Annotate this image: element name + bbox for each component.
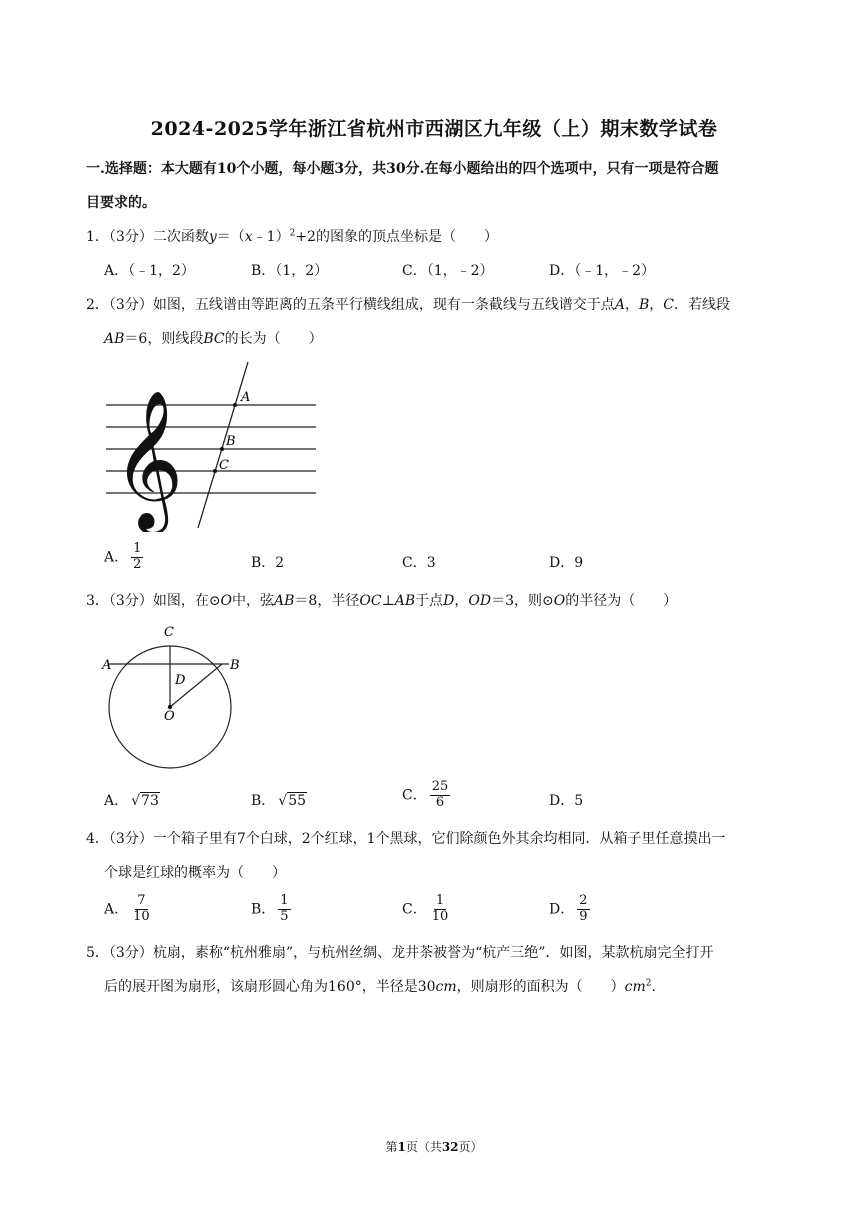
q2-figure-staff xyxy=(100,360,330,532)
q3-text-5: ＝3，则⊙ xyxy=(491,593,554,609)
fraction-numerator: 2 xyxy=(579,893,588,908)
q3-text-1: 3．（3分）如图，在⊙ xyxy=(86,593,221,609)
q3-option-c[interactable] xyxy=(402,780,450,811)
q4-option-b-prefix: B． xyxy=(251,901,276,918)
fraction-numerator: 1 xyxy=(133,541,142,556)
q1-option-a[interactable]: A．（﹣1，2） xyxy=(104,263,195,279)
fraction-denominator: 10 xyxy=(431,908,449,924)
q4-option-c-prefix: C． xyxy=(402,901,427,918)
transversal-line xyxy=(198,362,251,528)
q3-text-3: ＝8，半径 xyxy=(294,593,360,609)
q3-option-a[interactable] xyxy=(104,790,160,810)
q5-unit-cm2: cm xyxy=(624,979,646,995)
question-4-stem-line2: 个球是红球的概率为（ ） xyxy=(104,865,286,881)
question-2-stem-line1 xyxy=(86,294,730,314)
q2-segment-bc: BC xyxy=(203,331,225,347)
footer-mid: 页（共 xyxy=(405,1140,442,1154)
q4-option-b-fraction xyxy=(278,894,290,925)
question-5-stem-line1: 5．（3分）杭扇，素称“杭州雅扇”，与杭州丝绸、龙井茶被誉为“杭产三绝”．如图，某款杭扇完全打开 xyxy=(86,945,714,961)
q3-option-c-prefix: C． xyxy=(402,787,427,804)
q2-text-4: 的长为（ ） xyxy=(224,331,323,347)
radicand: 55 xyxy=(288,793,307,809)
label-b: B xyxy=(230,658,240,673)
radicand: 73 xyxy=(141,793,159,809)
label-c: C xyxy=(219,458,229,473)
fraction-denominator: 5 xyxy=(280,908,289,924)
q4-option-b[interactable] xyxy=(251,894,291,925)
label-o: O xyxy=(164,709,175,724)
q2-option-a-fraction xyxy=(131,542,143,573)
q3-option-c-fraction xyxy=(430,780,451,811)
q4-option-d-prefix: D． xyxy=(549,901,575,918)
q3-option-a-prefix: A． xyxy=(104,793,129,809)
fraction-denominator: 10 xyxy=(133,908,150,924)
fraction-numerator: 1 xyxy=(435,893,445,908)
fraction-numerator: 25 xyxy=(431,779,449,794)
q4-option-a-prefix: A． xyxy=(104,901,129,918)
q3-option-d[interactable]: D．5 xyxy=(549,793,584,809)
q2-option-d[interactable]: D．9 xyxy=(549,555,584,571)
q2-point-b: B xyxy=(638,297,650,313)
q2-point-c: C xyxy=(663,297,674,313)
sqrt-symbol: √55 xyxy=(278,793,307,809)
q5-text-1: 后的展开图为扇形，该扇形圆心角为160°，半径是30 xyxy=(104,979,436,995)
q3-segment-od: OD xyxy=(468,593,492,609)
point-c-dot xyxy=(213,469,217,473)
sqrt-symbol: √73 xyxy=(131,793,159,809)
page-title: 2024-2025学年浙江省杭州市西湖区九年级（上）期末数学试卷 xyxy=(150,118,718,140)
q1-option-d[interactable]: D．（﹣1，﹣2） xyxy=(549,263,656,279)
point-b-dot xyxy=(220,447,224,451)
fraction-numerator: 7 xyxy=(137,893,146,908)
q1-prefix: 1．（3分）二次函数 xyxy=(86,229,209,245)
question-2-stem-line2 xyxy=(104,328,323,348)
q4-option-a[interactable] xyxy=(104,894,152,925)
section-header-line1: 一.选择题：本大题有10个小题，每小题3分，共30分.在每小题给出的四个选项中，只有一项是符合题 xyxy=(86,161,719,177)
q2-option-a-prefix: A． xyxy=(104,549,129,566)
q4-option-c[interactable] xyxy=(402,894,450,925)
q1-option-b[interactable]: B．（1，2） xyxy=(251,263,329,279)
fraction-denominator: 2 xyxy=(133,556,142,572)
q3-text-2: 中，弦 xyxy=(232,593,275,609)
q2-comma-1: ， xyxy=(624,297,639,313)
q5-unit-exponent: 2 xyxy=(645,978,652,989)
q3-chord-ab: AB xyxy=(274,593,295,609)
q3-comma: ， xyxy=(454,593,469,609)
q2-text-1: 2．（3分）如图，五线谱由等距离的五条平行横线组成，现有一条截线与五线谱交于点 xyxy=(86,297,615,313)
q1-var-y: y xyxy=(208,229,217,245)
q3-text-4: 于点 xyxy=(415,593,444,609)
q3-option-b-prefix: B． xyxy=(251,793,276,809)
question-4-stem-line1: 4．（3分）一个箱子里有7个白球，2个红球，1个黑球，它们除颜色外其余均相同．从箱子里任意摸出一 xyxy=(86,831,726,847)
label-b: B xyxy=(226,434,236,449)
fraction-numerator: 1 xyxy=(280,893,289,908)
q1-var-x: x xyxy=(244,229,253,245)
q2-text-2: ．若线段 xyxy=(673,297,730,313)
q2-option-c[interactable]: C．3 xyxy=(402,555,436,571)
q4-option-c-fraction xyxy=(430,894,451,925)
q3-option-b[interactable] xyxy=(251,790,307,810)
q2-option-b[interactable]: B．2 xyxy=(251,555,285,571)
label-c: C xyxy=(164,625,174,640)
fraction-denominator: 9 xyxy=(579,908,588,924)
q3-radius-oc: OC xyxy=(359,593,382,609)
q2-point-a: A xyxy=(614,297,625,313)
label-d: D xyxy=(175,673,186,688)
label-a: A xyxy=(241,390,251,405)
q1-tail: ﹣1） xyxy=(252,229,290,245)
page-footer xyxy=(0,1138,868,1155)
fraction-denominator: 6 xyxy=(435,794,445,810)
q3-point-d: D xyxy=(443,593,455,609)
q3-perp-symbol: ⊥ xyxy=(381,593,395,609)
q4-option-a-fraction xyxy=(131,894,152,925)
footer-total-pages: 32 xyxy=(441,1140,459,1154)
q1-option-c[interactable]: C．（1，﹣2） xyxy=(402,263,494,279)
q1-mid: ＝（ xyxy=(216,229,245,245)
question-5-stem-line2 xyxy=(104,976,656,996)
q2-text-3: ＝6，则线段 xyxy=(124,331,204,347)
footer-page-number: 1 xyxy=(397,1140,406,1154)
section-header-line2: 目要求的。 xyxy=(86,195,156,211)
question-1-stem xyxy=(86,226,498,246)
q1-exponent: 2 xyxy=(289,228,296,239)
q5-period: . xyxy=(651,979,656,995)
q2-option-a[interactable] xyxy=(104,542,143,573)
q4-option-d[interactable] xyxy=(549,894,590,925)
label-a: A xyxy=(102,658,112,673)
q1-end: +2的图象的顶点坐标是（ ） xyxy=(295,229,498,245)
q4-option-d-fraction xyxy=(577,894,589,925)
q3-circle-o: O xyxy=(220,593,233,609)
q2-segment-ab: AB xyxy=(104,331,125,347)
q5-text-2: ，则扇形的面积为（ ） xyxy=(456,979,625,995)
treble-clef-icon: 𝄞 xyxy=(112,390,184,529)
q3-circle-o-2: O xyxy=(553,593,566,609)
q2-comma-2: ， xyxy=(649,297,664,313)
q3-figure-circle xyxy=(96,618,256,770)
footer-pre: 第 xyxy=(385,1140,398,1154)
q5-unit-cm: cm xyxy=(435,979,457,995)
point-a-dot xyxy=(233,403,237,407)
footer-post: 页） xyxy=(458,1140,483,1154)
q3-text-6: 的半径为（ ） xyxy=(565,593,678,609)
q3-chord-ab-2: AB xyxy=(394,593,416,609)
question-3-stem xyxy=(86,590,677,610)
